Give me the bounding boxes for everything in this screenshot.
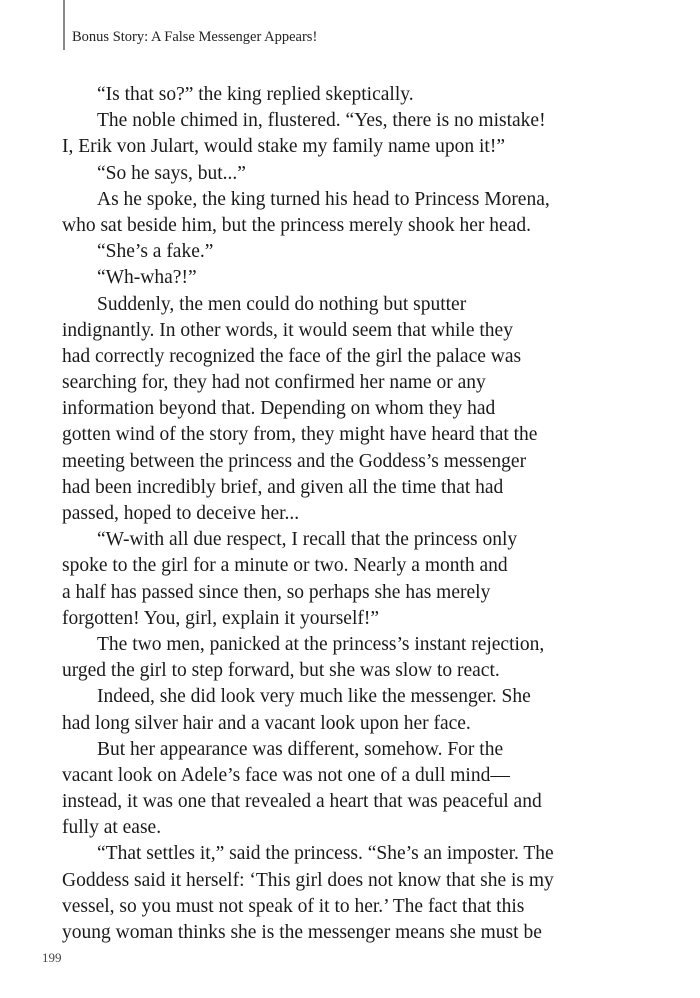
text-line: young woman thinks she is the messenger means she must be bbox=[62, 922, 542, 943]
paragraph bbox=[62, 292, 622, 528]
text-line: had long silver hair and a vacant look upon her face. bbox=[62, 712, 471, 734]
paragraph bbox=[62, 684, 622, 736]
running-head: Bonus Story: A False Messenger Appears! bbox=[72, 29, 318, 45]
text-line: “Is that so?” the king replied skeptically. bbox=[97, 84, 414, 105]
text-line: Indeed, she did look very much like the messenger. She bbox=[97, 686, 531, 708]
text-line: “W-with all due respect, I recall that the princess only bbox=[97, 529, 518, 551]
text-line: passed, hoped to deceive her... bbox=[62, 503, 300, 524]
text-line: meeting between the princess and the Goddess’s messenger bbox=[62, 450, 527, 472]
text-line: vessel, so you must not speak of it to her.’ The fact that this bbox=[62, 895, 525, 917]
text-line: indignantly. In other words, it would seem that while they bbox=[62, 319, 513, 341]
text-line: “She’s a fake.” bbox=[97, 241, 214, 263]
page-number: 199 bbox=[42, 950, 62, 965]
text-line: vacant look on Adele’s face was not one of a dull mind— bbox=[62, 764, 510, 786]
text-line: who sat beside him, but the princess merely shook her head. bbox=[62, 214, 531, 236]
text-line: Goddess said it herself: ‘This girl does not know that she is my bbox=[62, 869, 554, 891]
paragraph bbox=[62, 108, 622, 160]
text-line: fully at ease. bbox=[62, 817, 162, 839]
paragraph bbox=[62, 265, 622, 291]
paragraph bbox=[62, 239, 622, 265]
text-line: had been incredibly brief, and given all the time that had bbox=[62, 476, 504, 498]
text-line: a half has passed since then, so perhaps she has merely bbox=[62, 581, 491, 603]
text-line: searching for, they had not confirmed her name or any bbox=[62, 372, 486, 394]
text-line: The two men, panicked at the princess’s instant rejection, bbox=[97, 633, 545, 655]
header-rule bbox=[63, 0, 65, 50]
text-line: forgotten! You, girl, explain it yourself!” bbox=[62, 607, 380, 629]
paragraph bbox=[62, 82, 622, 108]
text-line: instead, it was one that revealed a heart that was peaceful and bbox=[62, 791, 542, 813]
text-line: had correctly recognized the face of the girl the palace was bbox=[62, 345, 522, 367]
paragraph bbox=[62, 527, 622, 632]
text-line: spoke to the girl for a minute or two. Nearly a month and bbox=[62, 555, 508, 577]
paragraph bbox=[62, 187, 622, 239]
text-line: urged the girl to step forward, but she was slow to react. bbox=[62, 660, 500, 682]
text-line: information beyond that. Depending on whom they had bbox=[62, 398, 496, 420]
text-line: Suddenly, the men could do nothing but sputter bbox=[97, 293, 467, 315]
paragraph bbox=[62, 632, 622, 684]
body-text bbox=[62, 82, 622, 946]
text-line: gotten wind of the story from, they might have heard that the bbox=[62, 424, 538, 446]
text-line: The noble chimed in, flustered. “Yes, there is no mistake! bbox=[97, 110, 546, 132]
text-line: “Wh-wha?!” bbox=[97, 267, 197, 289]
paragraph bbox=[62, 841, 622, 946]
text-line: As he spoke, the king turned his head to Princess Morena, bbox=[97, 188, 550, 210]
text-line: But her appearance was different, somehow. For the bbox=[97, 738, 504, 760]
text-line: “So he says, but...” bbox=[97, 162, 246, 184]
text-line: “That settles it,” said the princess. “She’s an imposter. The bbox=[97, 843, 554, 865]
text-line: I, Erik von Julart, would stake my family name upon it!” bbox=[62, 136, 505, 158]
paragraph bbox=[62, 737, 622, 842]
paragraph bbox=[62, 161, 622, 187]
